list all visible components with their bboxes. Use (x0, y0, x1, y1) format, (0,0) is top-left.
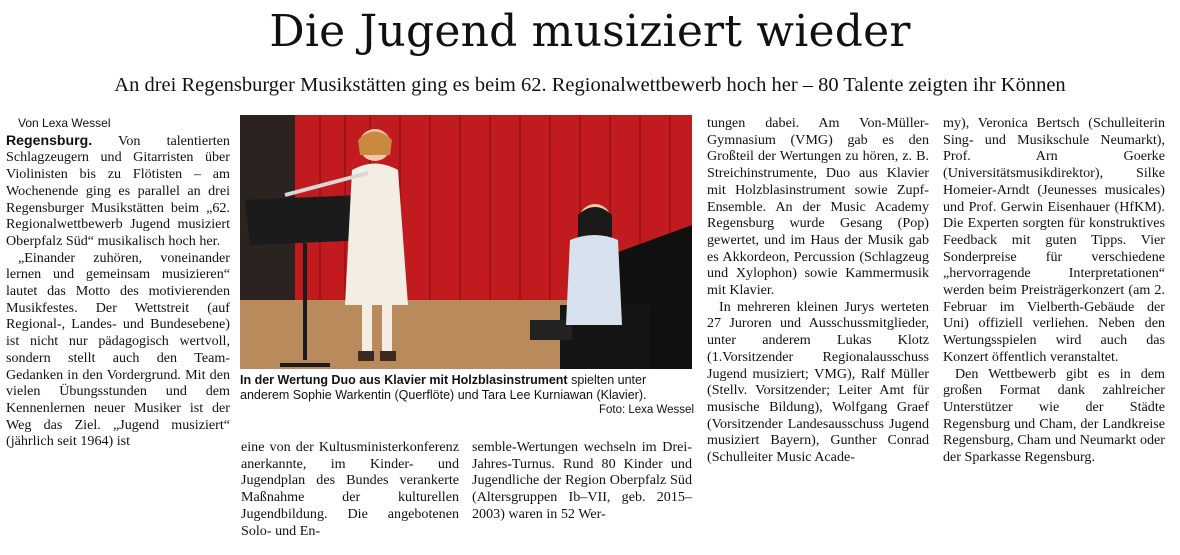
paragraph: my), Veronica Bertsch (Schulleiterin Sing- und Musikschule Neumarkt), Prof. Arn Goerke (Universitätsmusikdirektor), Silke Homeier-Arndt (Jeunesses musicales) und Prof. Gerwin Eisenhauer (HfKM). Die Experten sorgten für konstruktives Feedback mit guten Tipps. Vier Sonderpreise für verschiedene „hervorragende Interpretationen“ werden beim Preisträgerkonzert (am 2. Februar im Vielberth-Gebäude der Uni) offiziell verliehen. Neben den Wertungsspielen wird auch das Konzert öffentlich veranstaltet. (943, 115, 1165, 365)
article-column-1 (6, 115, 230, 450)
article-column-3 (472, 439, 692, 523)
paragraph: Den Wettbewerb gibt es in dem großen Format dank zahlreicher Unterstützer wie der Städte Regensburg und Cham, der Landkreise Regensburg, Cham und Neumarkt oder der Sparkasse Regensburg. (943, 365, 1165, 466)
article-column-5 (943, 115, 1165, 466)
article-column-4 (707, 115, 929, 466)
photo-credit: Foto: Lexa Wessel (598, 404, 694, 416)
subheadline: An drei Regensburger Musikstätten ging es beim 62. Regionalwettbewerb hoch her – 80 Talente zeigten ihr Können (114, 74, 1066, 96)
flutist-dress (345, 164, 408, 306)
headline: Die Jugend musiziert wieder (269, 6, 911, 57)
pianist-dress (566, 235, 622, 325)
paragraph: tungen dabei. Am Von-Müller-Gymnasium (VMG) gab es den Großteil der Wertungen zu hören, z. B. Streichinstrumente, Duo aus Klavier mit Holzblasinstrument sowie Zupf-Ensemble. An der Music Academy Regensburg wurde Gesang (Pop) gewertet, und im Haus der Musik gab es Akkordeon, Percussion (Schlagzeug und Xylophon) sowie Kammermusik mit Klavier. (707, 115, 929, 299)
article-photo (240, 115, 692, 369)
photo-caption (240, 373, 694, 418)
paragraph: eine von der Kultusministerkonferenz anerkannte, im Kinder- und Jugendplan des Bundes verankerte Maßnahme der kulturellen Jugendbildung. Die angebotenen Solo- und En- (241, 439, 459, 539)
paragraph: In mehreren kleinen Jurys werteten 27 Juroren und Ausschussmitglieder, unter anderem Lukas Klotz (1.Vorsitzender Regionalausschuss Jugend musiziert; VMG), Ralf Müller (Stellv. Vorsitzender; Leiter Amt für musische Bildung), Wolfgang Graef (Vorsitzender Landesausschuss Jugend musiziert Bayern), Gunther Conrad (Schulleiter Music Acade- (707, 298, 929, 466)
photo-illustration (240, 115, 692, 369)
paragraph-text: Von talentierten Schlagzeugern und Gitarristen über Violinisten bis zu Flötisten – am Wochenende ging es parallel an drei Regensburger Musikstätten beim „62. Regionalwettbewerb Jugend musiziert Oberpfalz Süd“ musikalisch hoch her. (6, 132, 230, 249)
paragraph: „Einander zuhören, voneinander lernen und gemeinsam musizieren“ lautet das Motto des motivierenden Musikfestes. Der Wettstreit (auf Regional-, Landes- und Bundesebene) ist nicht nur pädagogisch wertvoll, sondern stellt auch den Team-Gedanken in den Vordergrund. Mit den vielen Übungsstunden und dem Kennenlernen neuer Musiker ist der Weg das Ziel. „Jugend musiziert“ (jährlich seit 1964) ist (6, 249, 230, 450)
dateline: Regensburg. (6, 131, 93, 148)
paragraph: semble-Wertungen wechseln im Drei-Jahres-Turnus. Rund 80 Kinder und Jugendliche der Region Oberpfalz Süd (Altersgruppen Ib–VII, geb. 2015–2003) waren in 52 Wer- (472, 439, 692, 522)
paragraph (6, 132, 230, 250)
caption-text: spielten unter anderem Sophie Warkentin (Querflöte) und Tara Lee Kurniawan (Klavier). (240, 373, 647, 402)
byline: Von Lexa Wessel (18, 116, 111, 130)
caption-bold: In der Wertung Duo aus Klavier mit Holzblasinstrument (240, 373, 568, 387)
article-column-2 (241, 439, 459, 539)
